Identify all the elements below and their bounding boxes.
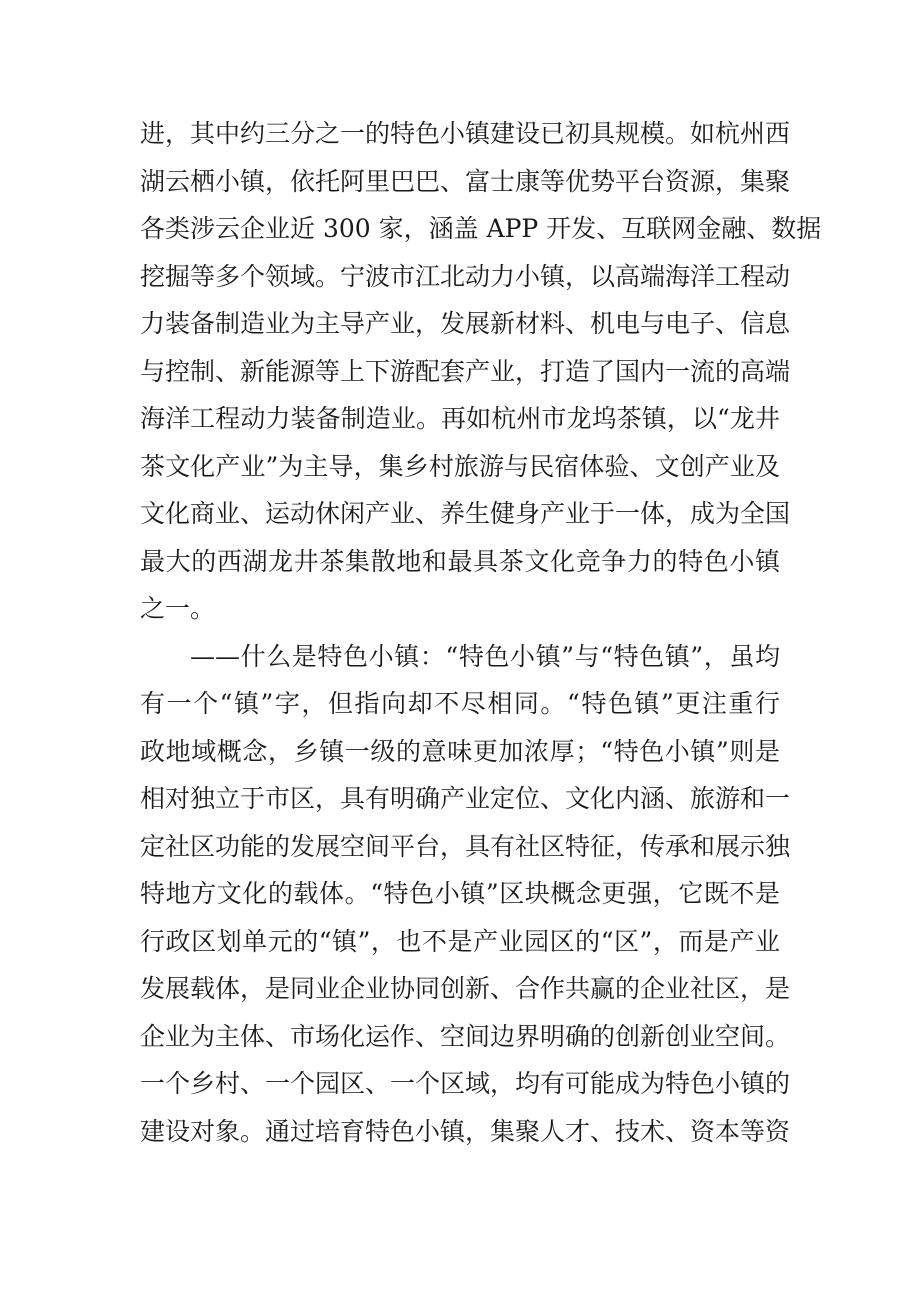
paragraph-2	[140, 633, 791, 1156]
text-line: 企业为主体、市场化运作、空间边界明确的创新创业空间。	[140, 1021, 791, 1051]
paragraph-1	[140, 110, 822, 633]
text-line: 发展载体，是同业企业协同创新、合作共赢的企业社区，是	[140, 974, 791, 1003]
text-line: 力装备制造业为主导产业，发展新材料、机电与电子、信息	[140, 309, 791, 338]
body-text	[140, 110, 822, 1155]
text-line: 茶文化产业”为主导，集乡村旅游与民宿体验、文创产业及	[140, 451, 780, 481]
text-line: 有一个“镇”字，但指向却不尽相同。“特色镇”更注重行	[140, 689, 780, 718]
text-line: ——什么是特色小镇：“特色小镇”与“特色镇”，虽均	[190, 641, 780, 671]
text-line: 一个乡村、一个园区、一个区域，均有可能成为特色小镇的	[140, 1069, 791, 1098]
text-line: 湖云栖小镇，依托阿里巴巴、富士康等优势平台资源，集聚	[140, 166, 791, 196]
text-line: 海洋工程动力装备制造业。再如杭州市龙坞茶镇，以“龙井	[140, 404, 780, 433]
text-line: 建设对象。通过培育特色小镇，集聚人才、技术、资本等资	[140, 1116, 791, 1146]
text-line: 之一。	[140, 594, 216, 623]
text-line: 进，其中约三分之一的特色小镇建设已初具规模。如杭州西	[140, 119, 791, 148]
text-line: 最大的西湖龙井茶集散地和最具茶文化竞争力的特色小镇	[140, 546, 780, 576]
text-line: 定社区功能的发展空间平台，具有社区特征，传承和展示独	[140, 831, 791, 861]
text-line: 与控制、新能源等上下游配套产业，打造了国内一流的高端	[140, 356, 791, 386]
text-line: 文化商业、运动休闲产业、养生健身产业于一体，成为全国	[140, 499, 791, 528]
text-line: 特地方文化的载体。“特色小镇”区块概念更强，它既不是	[140, 879, 780, 908]
text-line: 各类涉云企业近 300 家，涵盖 APP 开发、互联网金融、数据	[140, 214, 822, 243]
text-line: 行政区划单元的“镇”，也不是产业园区的“区”，而是产业	[140, 926, 780, 956]
text-line: 相对独立于市区，具有明确产业定位、文化内涵、旅游和一	[140, 784, 791, 813]
text-line: 挖掘等多个领域。宁波市江北动力小镇，以高端海洋工程动	[140, 261, 791, 291]
text-line: 政地域概念，乡镇一级的意味更加浓厚；“特色小镇”则是	[140, 736, 780, 766]
